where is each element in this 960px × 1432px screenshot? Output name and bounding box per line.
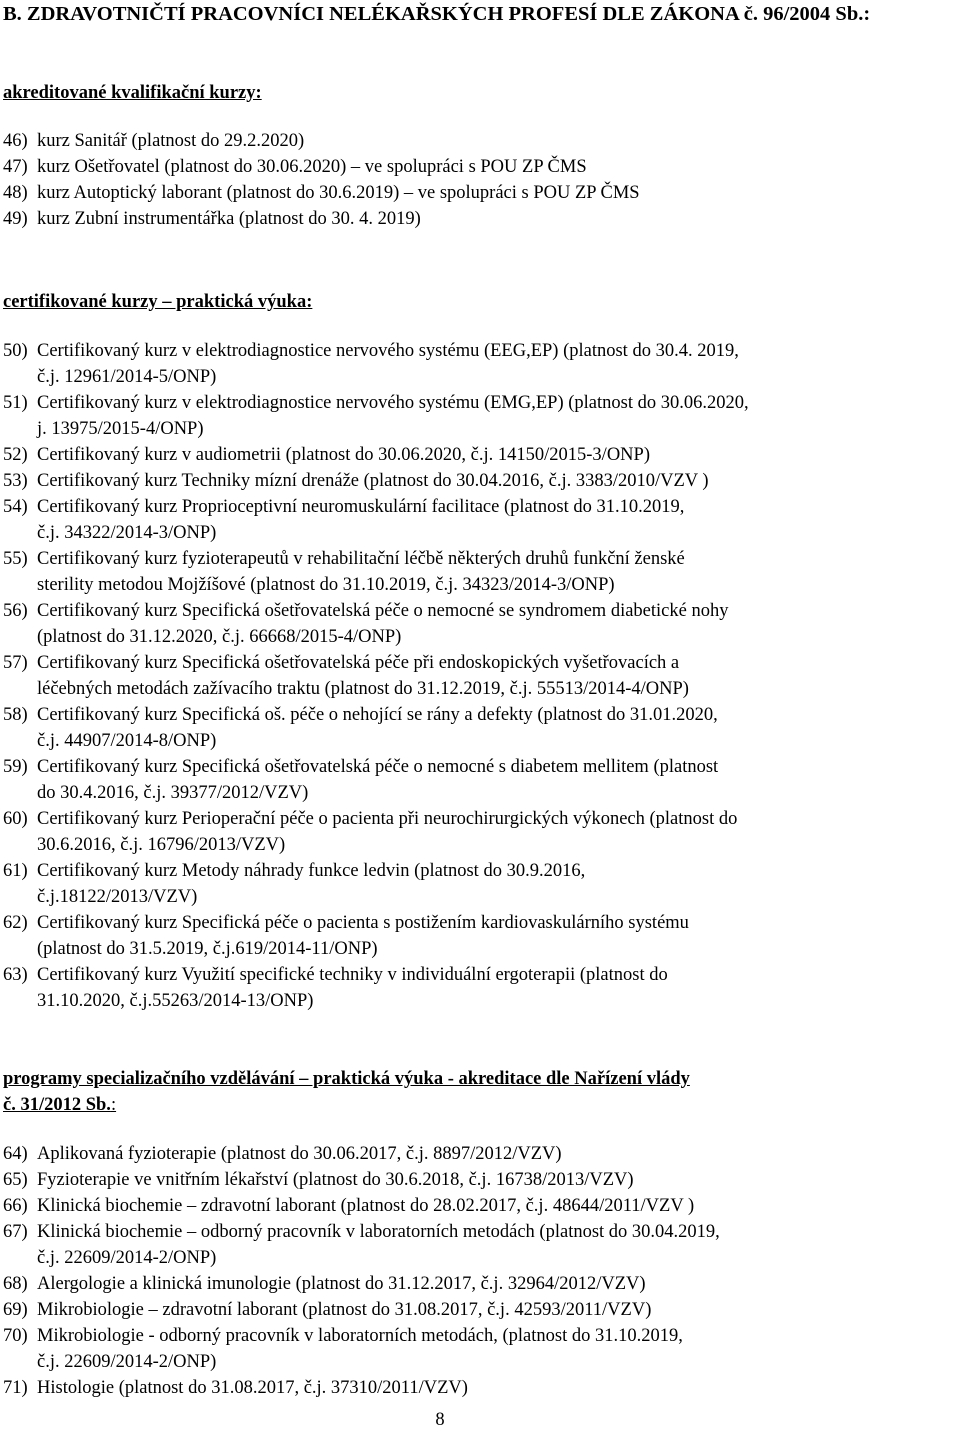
list-item-text-line: kurz Zubní instrumentářka (platnost do 30. 4. 2019)	[37, 209, 421, 229]
list-item-text-line: kurz Sanitář (platnost do 29.2.2020)	[37, 131, 305, 151]
list-item-number: 60)	[3, 809, 28, 829]
list-item	[3, 1167, 955, 1193]
list-item	[3, 1141, 955, 1167]
section-title-specialization	[3, 1066, 690, 1118]
list-item-text-line: č.j. 12961/2014-5/ONP)	[37, 367, 217, 387]
list-item-number: 48)	[3, 183, 28, 203]
list-item-text-line: Certifikovaný kurz v audiometrii (platnost do 30.06.2020, č.j. 14150/2015-3/ONP)	[37, 445, 650, 465]
section-title-certified: certifikované kurzy – praktická výuka:	[3, 292, 313, 312]
list-item-number: 70)	[3, 1326, 28, 1346]
list-item-text-line: Certifikovaný kurz Specifická ošetřovatelská péče o nemocné se syndromem diabetické nohy	[37, 601, 729, 621]
list-item-number: 65)	[3, 1170, 28, 1190]
list-item	[3, 910, 955, 962]
list-item-text-line: j. 13975/2015-4/ONP)	[37, 419, 204, 439]
list-item-number: 49)	[3, 209, 28, 229]
list-item-number: 69)	[3, 1300, 28, 1320]
list-item-text-line: Certifikovaný kurz Metody náhrady funkce ledvin (platnost do 30.9.2016,	[37, 861, 586, 881]
list-item-text-line: Alergologie a klinická imunologie (platnost do 31.12.2017, č.j. 32964/2012/VZV)	[37, 1274, 646, 1294]
list-item-number: 50)	[3, 341, 28, 361]
page-number: 8	[435, 1410, 445, 1430]
list-item-number: 62)	[3, 913, 28, 933]
list-item-text-line: Certifikovaný kurz Specifická oš. péče o nehojící se rány a defekty (platnost do 31.01.2020,	[37, 705, 718, 725]
document-heading: B. ZDRAVOTNIČTÍ PRACOVNÍCI NELÉKAŘSKÝCH PROFESÍ DLE ZÁKONA č. 96/2004 Sb.:	[3, 3, 871, 25]
list-item-text-line: kurz Ošetřovatel (platnost do 30.06.2020) – ve spolupráci s POU ZP ČMS	[37, 157, 587, 177]
list-item	[3, 858, 955, 910]
list-item-number: 51)	[3, 393, 28, 413]
list-item-number: 61)	[3, 861, 28, 881]
list-item-number: 57)	[3, 653, 28, 673]
list-item-text-line: (platnost do 31.12.2020, č.j. 66668/2015-4/ONP)	[37, 627, 402, 647]
list-item-text-line: č.j.18122/2013/VZV)	[37, 887, 198, 907]
list-item	[3, 1219, 955, 1271]
list-accredited	[3, 128, 955, 232]
list-certified	[3, 338, 955, 1014]
list-item-text-line: Certifikovaný kurz v elektrodiagnostice nervového systému (EMG,EP) (platnost do 30.06.2020,	[37, 393, 749, 413]
list-item-text-line: Certifikovaný kurz Perioperační péče o pacienta při neurochirurgických výkonech (platnost do	[37, 809, 738, 829]
list-item	[3, 206, 955, 232]
list-item-text-line: Certifikovaný kurz Proprioceptivní neuromuskulární facilitace (platnost do 31.10.2019,	[37, 497, 685, 517]
list-item-text-line: č.j. 44907/2014-8/ONP)	[37, 731, 217, 751]
list-item	[3, 1297, 955, 1323]
list-item-number: 71)	[3, 1378, 28, 1398]
list-item-text-line: kurz Autoptický laborant (platnost do 30.6.2019) – ve spolupráci s POU ZP ČMS	[37, 183, 640, 203]
list-item-text-line: Certifikovaný kurz v elektrodiagnostice nervového systému (EEG,EP) (platnost do 30.4. 2019,	[37, 341, 739, 361]
list-item-text-line: č.j. 22609/2014-2/ONP)	[37, 1352, 217, 1372]
list-specialization	[3, 1141, 955, 1401]
list-item	[3, 702, 955, 754]
section-title-specialization-line2: č. 31/2012 Sb.	[3, 1095, 111, 1115]
list-item-number: 52)	[3, 445, 28, 465]
list-item-number: 56)	[3, 601, 28, 621]
list-item-number: 55)	[3, 549, 28, 569]
list-item-number: 59)	[3, 757, 28, 777]
list-item-number: 53)	[3, 471, 28, 491]
list-item-number: 68)	[3, 1274, 28, 1294]
list-item-text-line: (platnost do 31.5.2019, č.j.619/2014-11/ONP)	[37, 939, 378, 959]
list-item-number: 46)	[3, 131, 28, 151]
list-item	[3, 442, 955, 468]
list-item-text-line: Klinická biochemie – zdravotní laborant (platnost do 28.02.2017, č.j. 48644/2011/VZV )	[37, 1196, 695, 1216]
list-item-number: 47)	[3, 157, 28, 177]
section-title-specialization-line1: programy specializačního vzdělávání – praktická výuka - akreditace dle Nařízení vlády	[3, 1069, 690, 1089]
list-item-text-line: Certifikovaný kurz Techniky mízní drenáže (platnost do 30.04.2016, č.j. 3383/2010/VZV )	[37, 471, 709, 491]
list-item	[3, 650, 955, 702]
list-item-text-line: Aplikovaná fyzioterapie (platnost do 30.06.2017, č.j. 8897/2012/VZV)	[37, 1144, 562, 1164]
list-item-number: 64)	[3, 1144, 28, 1164]
section-title-accredited: akreditované kvalifikační kurzy:	[3, 83, 262, 103]
list-item	[3, 1193, 955, 1219]
list-item	[3, 754, 955, 806]
list-item-text-line: léčebných metodách zažívacího traktu (platnost do 31.12.2019, č.j. 55513/2014-4/ONP)	[37, 679, 689, 699]
list-item	[3, 468, 955, 494]
section-title-specialization-tail: :	[110, 1095, 117, 1115]
list-item-number: 66)	[3, 1196, 28, 1216]
list-item	[3, 338, 955, 390]
list-item-text-line: Mikrobiologie - odborný pracovník v laboratorních metodách, (platnost do 31.10.2019,	[37, 1326, 683, 1346]
list-item	[3, 494, 955, 546]
list-item-text-line: Certifikovaný kurz Specifická péče o pacienta s postižením kardiovaskulárního systému	[37, 913, 689, 933]
list-item-number: 63)	[3, 965, 28, 985]
list-item-text-line: sterility metodou Mojžíšové (platnost do 31.10.2019, č.j. 34323/2014-3/ONP)	[37, 575, 615, 595]
list-item	[3, 390, 955, 442]
list-item-text-line: Certifikovaný kurz Specifická ošetřovatelská péče při endoskopických vyšetřovacích a	[37, 653, 680, 673]
list-item-number: 67)	[3, 1222, 28, 1242]
list-item-text-line: Histologie (platnost do 31.08.2017, č.j. 37310/2011/VZV)	[37, 1378, 468, 1398]
list-item-text-line: Klinická biochemie – odborný pracovník v laboratorních metodách (platnost do 30.04.2019,	[37, 1222, 720, 1242]
list-item-text-line: 30.6.2016, č.j. 16796/2013/VZV)	[37, 835, 286, 855]
list-item-text-line: č.j. 34322/2014-3/ONP)	[37, 523, 217, 543]
list-item	[3, 598, 955, 650]
list-item-text-line: Fyzioterapie ve vnitřním lékařství (platnost do 30.6.2018, č.j. 16738/2013/VZV)	[37, 1170, 634, 1190]
list-item-text-line: 31.10.2020, č.j.55263/2014-13/ONP)	[37, 991, 314, 1011]
list-item	[3, 180, 955, 206]
list-item-text-line: č.j. 22609/2014-2/ONP)	[37, 1248, 217, 1268]
list-item	[3, 1375, 955, 1401]
list-item	[3, 154, 955, 180]
list-item	[3, 962, 955, 1014]
list-item-number: 58)	[3, 705, 28, 725]
list-item-text-line: do 30.4.2016, č.j. 39377/2012/VZV)	[37, 783, 309, 803]
list-item	[3, 128, 955, 154]
list-item	[3, 1323, 955, 1375]
list-item	[3, 1271, 955, 1297]
list-item	[3, 546, 955, 598]
list-item-number: 54)	[3, 497, 28, 517]
list-item-text-line: Certifikovaný kurz Specifická ošetřovatelská péče o nemocné s diabetem mellitem (platnost	[37, 757, 719, 777]
list-item	[3, 806, 955, 858]
list-item-text-line: Certifikovaný kurz fyzioterapeutů v rehabilitační léčbě některých druhů funkční ženské	[37, 549, 685, 569]
list-item-text-line: Mikrobiologie – zdravotní laborant (platnost do 31.08.2017, č.j. 42593/2011/VZV)	[37, 1300, 652, 1320]
list-item-text-line: Certifikovaný kurz Využití specifické techniky v individuální ergoterapii (platnost do	[37, 965, 668, 985]
